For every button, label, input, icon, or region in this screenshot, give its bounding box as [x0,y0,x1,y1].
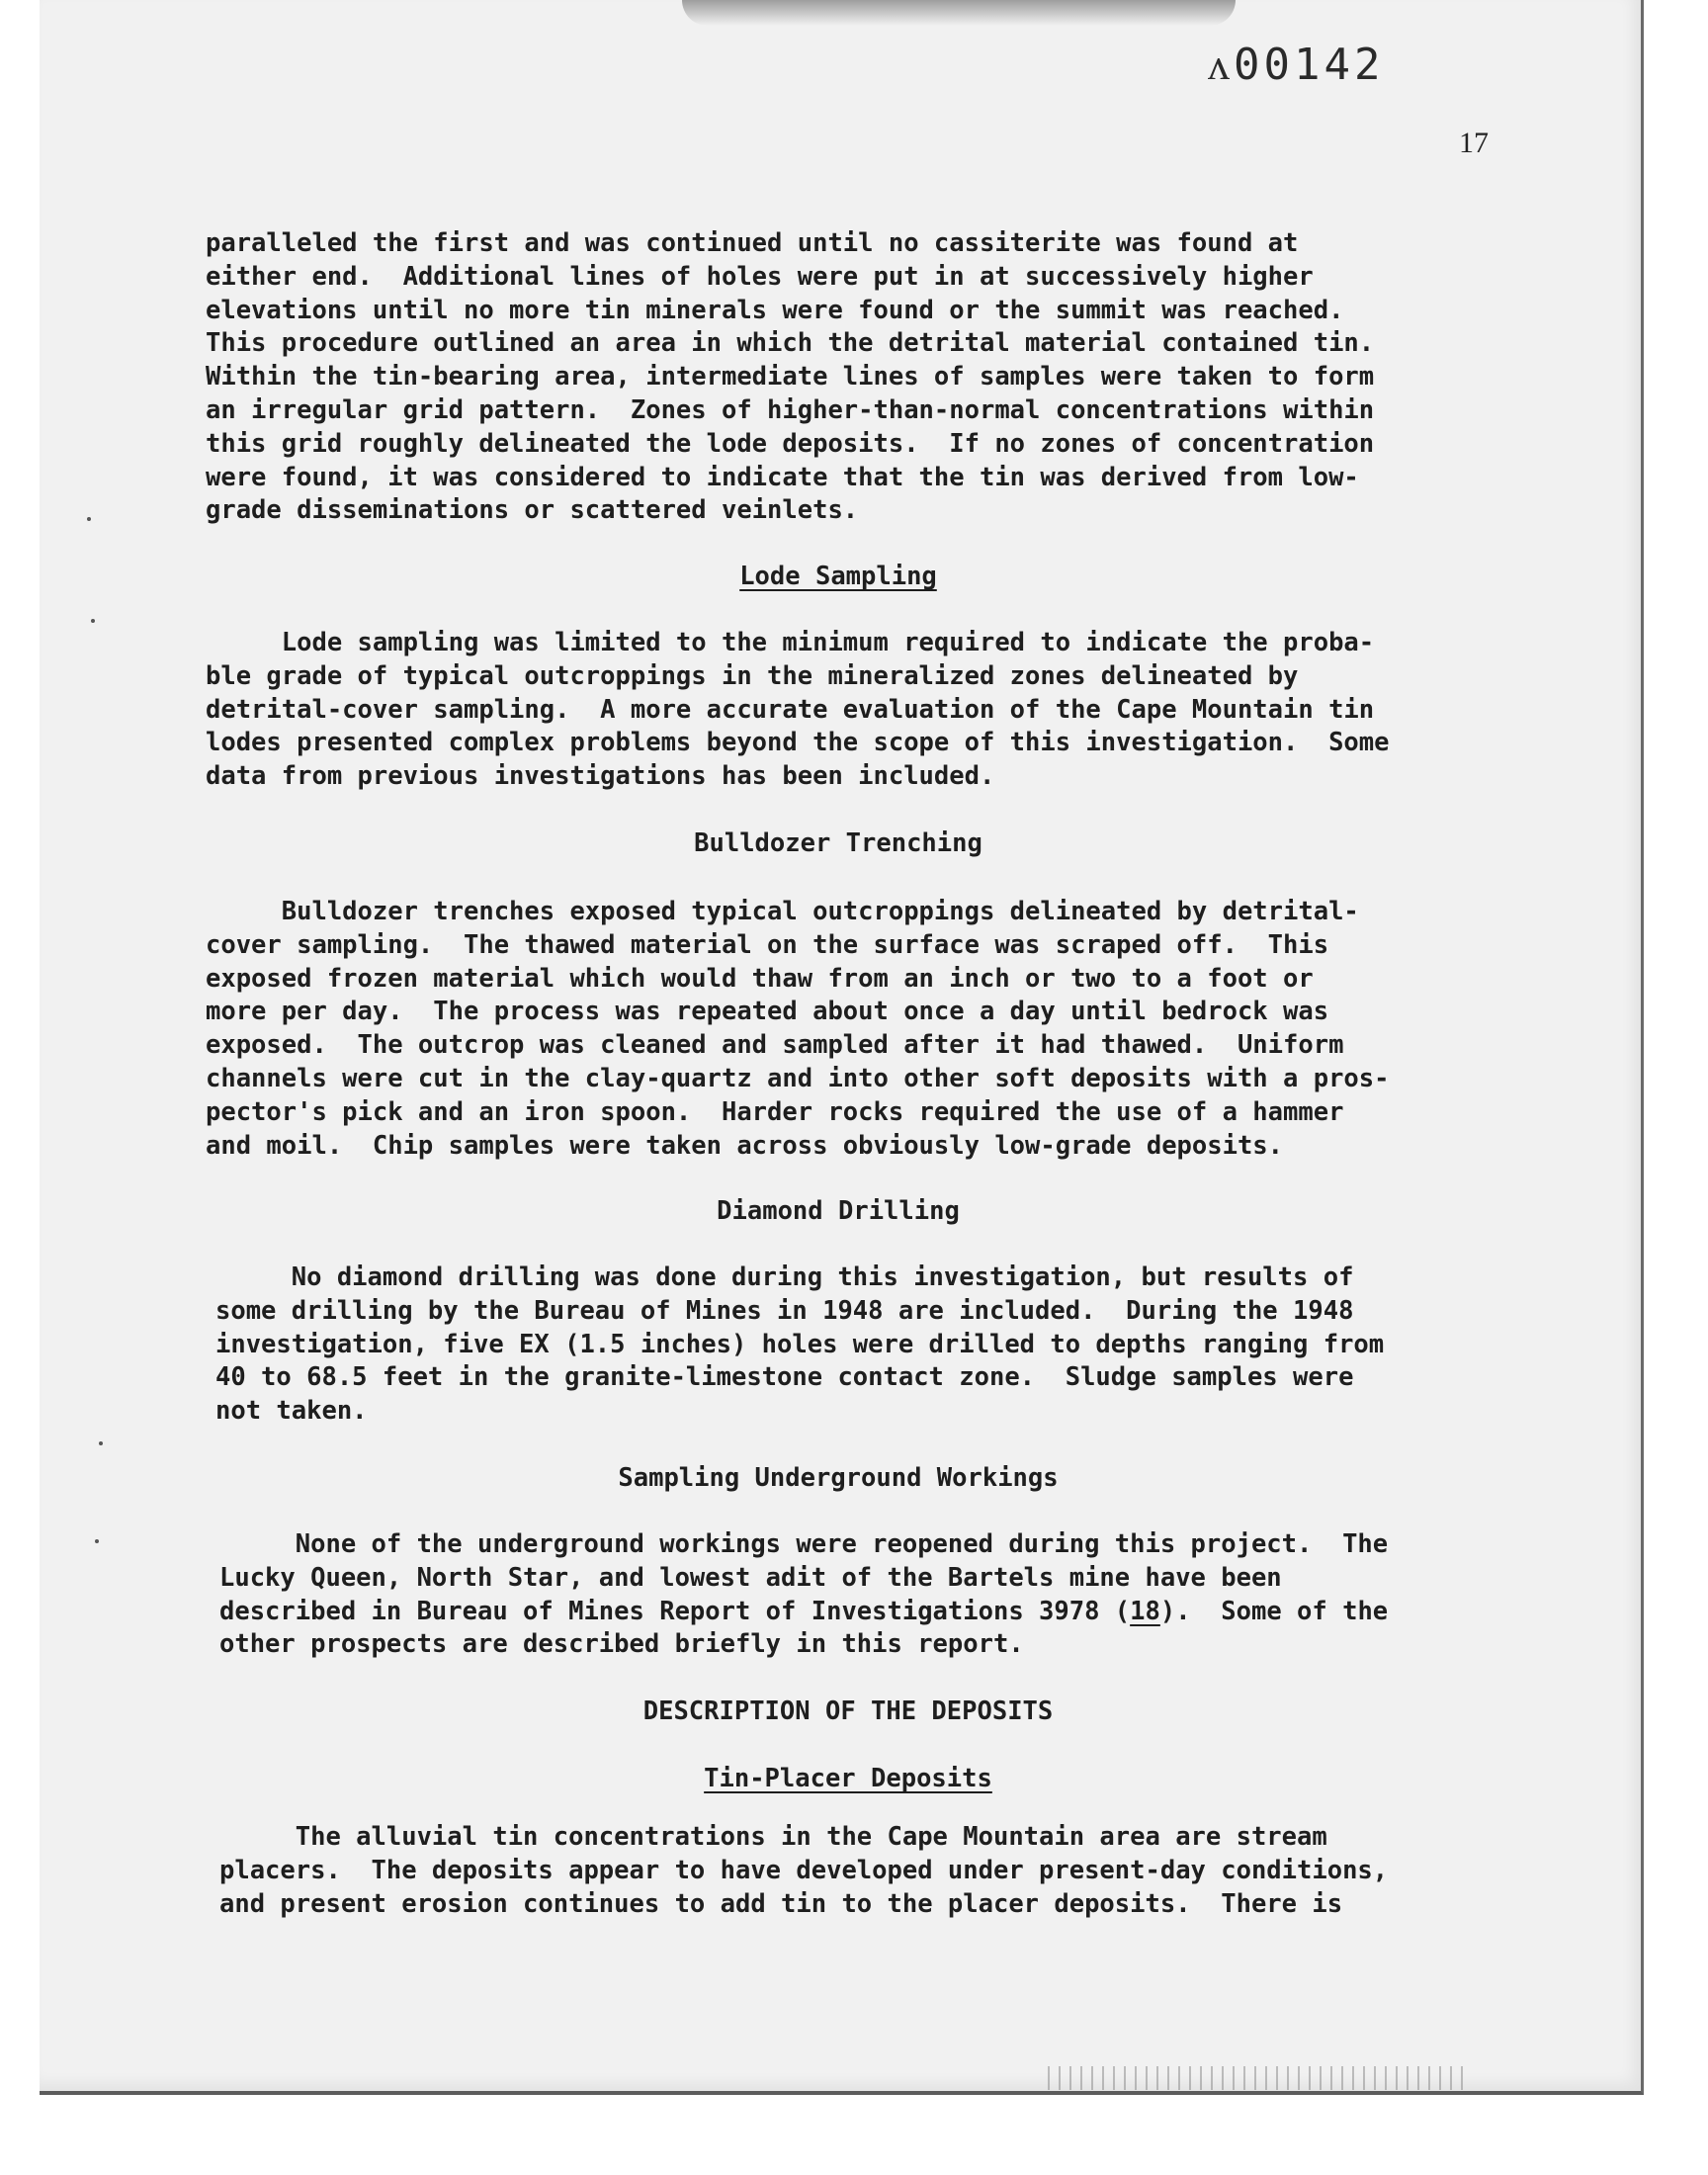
paragraph-tin-placer [219,1821,1388,1921]
text-line: were found, it was considered to indicate that the tin was derived from low- [206,462,1359,492]
text-line: other prospects are described briefly in this report. [219,1629,1024,1660]
text-line: Within the tin-bearing area, intermediate lines of samples were taken to form [206,362,1375,392]
heading-tin-placer-deposits [206,1762,1491,1795]
text-segment: described in Bureau of Mines Report of Investigations 3978 ( [219,1596,1131,1626]
text-line: data from previous investigations has been included. [206,761,995,792]
text-line [219,1596,1388,1629]
text-line: No diamond drilling was done during this investigation, but results of [215,1262,1354,1292]
paragraph-underground-workings [219,1528,1388,1662]
text-line: this grid roughly delineated the lode deposits. If no zones of concentration [206,428,1375,459]
text-line: Lucky Queen, North Star, and lowest adit of the Bartels mine have been [219,1562,1282,1593]
text-line: ble grade of typical outcroppings in the mineralized zones delineated by [206,660,1299,691]
heading-description-of-deposits: DESCRIPTION OF THE DEPOSITS [642,1696,1054,1726]
scan-smudge [682,0,1236,26]
text-line: pector's pick and an iron spoon. Harder rocks required the use of a hammer [206,1096,1344,1127]
text-line: elevations until no more tin minerals were found or the summit was reached. [206,295,1344,325]
text-line: either end. Additional lines of holes were put in at successively higher [206,261,1314,292]
text-line: and present erosion continues to add tin to the placer deposits. There is [219,1888,1343,1919]
text-line: paralleled the first and was continued until no cassiterite was found at [206,228,1299,258]
text-line: exposed. The outcrop was cleaned and sampled after it had thawed. Uniform [206,1030,1344,1061]
text-line: None of the underground workings were reopened during this project. The [219,1529,1389,1559]
text-line: more per day. The process was repeated about once a day until bedrock was [206,997,1329,1027]
text-line: cover sampling. The thawed material on the surface was scraped off. This [206,929,1329,960]
page-number: 17 [1459,127,1489,159]
paragraph-detrital-sampling [206,227,1374,528]
heading-diamond-drilling: Diamond Drilling [717,1196,960,1226]
heading-bulldozer-trenching: Bulldozer Trenching [694,828,982,858]
text-line: This procedure outlined an area in which the detrital material contained tin. [206,328,1375,359]
heading-text: Tin-Placer Deposits [704,1764,992,1793]
text-line: Bulldozer trenches exposed typical outcroppings delineated by detrital- [206,897,1359,926]
scan-dot [87,517,91,521]
scan-dot [95,1539,99,1543]
reference-number: 18 [1130,1596,1160,1626]
heading-lode-sampling [206,560,1471,593]
text-line: investigation, five EX (1.5 inches) holes were drilled to depths ranging from [215,1329,1385,1359]
heading-text: Lode Sampling [739,562,937,591]
document-stamp-number: ᴧ00142 [1208,40,1385,90]
scan-dot [91,619,95,623]
text-line: not taken. [215,1396,368,1427]
text-line: and moil. Chip samples were taken across obviously low-grade deposits. [206,1130,1284,1161]
text-segment: ). Some of the [1159,1596,1389,1626]
text-line: lodes presented complex problems beyond the scope of this investigation. Some [206,728,1390,758]
text-line: Lode sampling was limited to the minimum required to indicate the proba- [206,628,1375,657]
text-line: The alluvial tin concentrations in the Cape Mountain area are stream [219,1822,1327,1852]
text-line: grade disseminations or scattered veinlets. [206,495,859,526]
text-line: some drilling by the Bureau of Mines in 1948 are included. During the 1948 [215,1295,1354,1326]
paragraph-lode-sampling [206,627,1389,794]
scan-edge-marks [1048,2066,1463,2090]
text-line: an irregular grid pattern. Zones of higher-than-normal concentrations within [206,394,1375,425]
text-line: channels were cut in the clay-quartz and into other soft deposits with a pros- [206,1063,1390,1093]
text-line: placers. The deposits appear to have developed under present-day conditions, [219,1855,1389,1885]
paragraph-bulldozer-trenching [206,896,1389,1163]
text-line: exposed frozen material which would thaw from an inch or two to a foot or [206,963,1314,994]
text-line: detrital-cover sampling. A more accurate evaluation of the Cape Mountain tin [206,694,1375,725]
text-line: 40 to 68.5 feet in the granite-limestone contact zone. Sludge samples were [215,1362,1354,1393]
scan-dot [99,1441,103,1445]
paragraph-diamond-drilling [215,1262,1384,1429]
heading-sampling-underground: Sampling Underground Workings [618,1463,1059,1493]
